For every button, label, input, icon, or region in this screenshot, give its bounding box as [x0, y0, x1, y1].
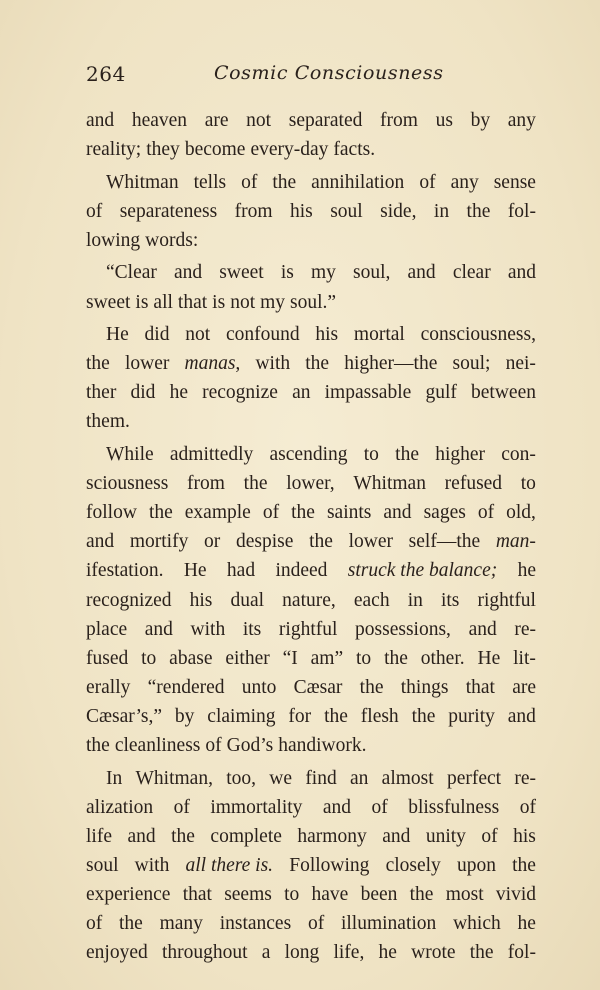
text-line — [86, 909, 536, 938]
word: recognized — [86, 589, 172, 611]
word: we — [269, 767, 293, 789]
word: ascending — [269, 444, 348, 466]
word: by — [470, 110, 491, 131]
paragraph — [86, 440, 536, 760]
word: and — [322, 796, 352, 818]
word: all — [153, 291, 173, 313]
word: handiwork. — [278, 734, 367, 756]
word: heaven — [131, 110, 188, 131]
text-line — [86, 258, 536, 287]
word: sweet — [86, 291, 131, 313]
word: separateness — [119, 200, 218, 222]
word: Following — [289, 854, 370, 876]
word: soul — [86, 854, 119, 876]
word: confound — [225, 324, 300, 346]
word: nature, — [282, 589, 336, 611]
text-line — [86, 527, 536, 556]
word: for — [288, 705, 312, 727]
word: re- — [514, 767, 536, 789]
word: with — [190, 618, 226, 640]
word: experience — [86, 883, 171, 905]
word: purity — [448, 705, 495, 727]
running-title: Cosmic Consciousness — [214, 62, 444, 84]
word: to — [363, 444, 379, 466]
word: am” — [310, 647, 344, 669]
word: Whitman — [353, 473, 426, 495]
text-line — [86, 586, 536, 615]
paragraph — [86, 258, 536, 316]
word: the — [119, 913, 143, 935]
word: lower — [124, 353, 170, 375]
word: other. — [420, 647, 465, 669]
word: are — [204, 110, 229, 131]
word: He — [106, 324, 129, 346]
word: clear — [452, 262, 491, 284]
word: he — [517, 913, 536, 935]
word: long — [284, 942, 320, 964]
word: from — [234, 200, 273, 222]
word: rightful — [477, 589, 536, 611]
text-line — [86, 556, 536, 585]
word: sense — [493, 171, 536, 193]
word: soul, — [353, 262, 391, 284]
word: separated — [288, 110, 363, 131]
word: been — [360, 883, 398, 905]
word: the — [86, 353, 110, 375]
word: them. — [86, 411, 130, 433]
text-line — [86, 378, 536, 407]
word: that — [177, 291, 208, 313]
word: to — [356, 647, 372, 669]
text-line — [86, 469, 536, 498]
word: blissfulness — [408, 796, 500, 818]
word: the — [309, 531, 333, 553]
word: from — [187, 473, 225, 495]
word: had — [226, 560, 256, 582]
word: admittedly — [169, 444, 254, 466]
word: its — [440, 589, 460, 611]
word: the — [86, 734, 110, 756]
word: my — [260, 291, 286, 313]
word: become — [184, 139, 246, 161]
text-line — [86, 407, 536, 436]
word: of — [262, 502, 280, 524]
word: of — [519, 796, 536, 818]
text-line — [86, 106, 536, 135]
word: harmony — [297, 825, 367, 847]
word: gulf — [425, 382, 457, 404]
word: not — [185, 324, 211, 346]
paragraph — [86, 168, 536, 255]
word: facts. — [333, 139, 376, 161]
word: and — [127, 825, 156, 847]
word: is — [212, 291, 226, 313]
paragraph — [86, 106, 536, 164]
word: or — [204, 531, 221, 553]
word: vivid — [495, 883, 536, 905]
word: words: — [145, 229, 199, 251]
word: is — [280, 262, 294, 284]
word: with — [134, 854, 170, 876]
word: find — [305, 767, 337, 789]
word: higher—the — [344, 353, 438, 375]
word: of — [419, 171, 436, 193]
word: man- — [495, 531, 536, 553]
word: sages — [423, 502, 466, 524]
word: lower — [348, 531, 393, 553]
word: unto — [241, 676, 277, 698]
word: illumination — [340, 913, 437, 935]
word: to — [284, 883, 300, 905]
word: indeed — [275, 560, 328, 582]
word: example — [184, 502, 251, 524]
word: are — [512, 676, 536, 698]
word: ifestation. — [86, 560, 164, 582]
text-line — [86, 673, 536, 702]
word: self—the — [408, 531, 481, 553]
word: old, — [506, 502, 536, 524]
word: they — [146, 139, 180, 161]
text-line — [86, 168, 536, 197]
word: dual — [230, 589, 265, 611]
word: re- — [514, 618, 536, 640]
word: saints — [326, 502, 372, 524]
word: he — [378, 942, 397, 964]
word: enjoyed — [86, 942, 148, 964]
word: most — [445, 883, 484, 905]
word: of — [86, 913, 103, 935]
word: in — [407, 589, 423, 611]
word: from — [380, 110, 418, 131]
text-line — [86, 288, 536, 317]
word: my — [310, 262, 336, 284]
text-line — [86, 731, 536, 760]
word: and — [86, 531, 115, 553]
word: is — [135, 291, 149, 313]
word: to — [520, 473, 536, 495]
word: He — [477, 647, 501, 669]
word: In — [106, 767, 123, 789]
word: not — [230, 291, 256, 313]
word: the — [148, 502, 173, 524]
word: and — [407, 262, 436, 284]
word: which — [453, 913, 501, 935]
word: all there is. — [185, 854, 274, 876]
page-number: 264 — [86, 62, 126, 86]
word: too, — [226, 767, 257, 789]
word: While — [106, 444, 154, 466]
text-line — [86, 226, 536, 255]
text-line — [86, 615, 536, 644]
word: side, — [380, 200, 417, 222]
word: ther — [86, 382, 117, 404]
word: refused — [444, 473, 503, 495]
word: that — [465, 676, 495, 698]
word: in — [433, 200, 450, 222]
word: fol- — [507, 200, 536, 222]
word: consciousness, — [420, 324, 536, 346]
word: unity — [425, 825, 466, 847]
word: his — [315, 324, 339, 346]
text-line — [86, 320, 536, 349]
word: the — [512, 854, 536, 876]
word: place — [86, 618, 128, 640]
word: the — [272, 171, 297, 193]
word: rightful — [278, 618, 338, 640]
word: either — [225, 647, 270, 669]
word: to — [141, 647, 157, 669]
word: lit- — [513, 647, 536, 669]
word: lower, — [286, 473, 335, 495]
word: tells — [193, 171, 227, 193]
word: soul — [330, 200, 363, 222]
word: he — [169, 382, 188, 404]
word: its — [242, 618, 262, 640]
word: nei- — [505, 353, 536, 375]
word: mortal — [353, 324, 405, 346]
word: the — [466, 200, 491, 222]
word: an — [292, 382, 311, 404]
word: the — [171, 825, 195, 847]
word: of — [371, 796, 388, 818]
word: have — [311, 883, 349, 905]
word: and — [507, 262, 536, 284]
text-line — [86, 764, 536, 793]
word: closely — [385, 854, 441, 876]
word: annihilation — [311, 171, 405, 193]
text-line — [86, 197, 536, 226]
word: every-day — [250, 139, 329, 161]
paragraph — [86, 320, 536, 436]
word: of — [481, 825, 498, 847]
word: fol- — [507, 942, 536, 964]
word: the — [384, 647, 408, 669]
word: did — [130, 382, 156, 404]
word: us — [435, 110, 453, 131]
word: impassable — [324, 382, 412, 404]
text-line — [86, 851, 536, 880]
word: He — [183, 560, 207, 582]
word: complete — [210, 825, 282, 847]
word: of — [241, 171, 258, 193]
word: lowing — [86, 229, 141, 251]
word: the — [324, 705, 348, 727]
word: the — [411, 705, 436, 727]
word: the — [409, 883, 434, 905]
word: any — [507, 110, 536, 131]
word: and — [174, 262, 203, 284]
text-line — [86, 793, 536, 822]
word: he — [517, 560, 536, 582]
word: his — [513, 825, 536, 847]
word: possessions, — [355, 618, 451, 640]
word: Whitman — [106, 171, 179, 193]
word: immortality — [210, 796, 303, 818]
word: of — [173, 796, 190, 818]
word: soul; — [452, 353, 491, 375]
text-line — [86, 938, 536, 967]
word: of — [307, 913, 325, 935]
word: Cæsar’s,” — [86, 705, 163, 727]
word: and — [144, 618, 173, 640]
word: wrote — [411, 942, 456, 964]
text-line — [86, 135, 536, 164]
word: flesh — [360, 705, 399, 727]
text-line — [86, 349, 536, 378]
word: manas, — [184, 353, 241, 375]
word: claiming — [207, 705, 276, 727]
word: of — [205, 734, 222, 756]
word: erally — [86, 676, 131, 698]
text-line — [86, 440, 536, 469]
word: his — [189, 589, 213, 611]
word: reality; — [86, 139, 142, 161]
word: cleanliness — [114, 734, 201, 756]
text-line — [86, 880, 536, 909]
word: throughout — [161, 942, 248, 964]
word: sweet — [219, 262, 264, 284]
word: the — [305, 353, 330, 375]
word: mortify — [129, 531, 189, 553]
word: of — [86, 200, 103, 222]
word: Whitman, — [135, 767, 213, 789]
text-line — [86, 822, 536, 851]
word: his — [289, 200, 313, 222]
word: a — [261, 942, 271, 964]
text-line — [86, 702, 536, 731]
word: perfect — [446, 767, 502, 789]
word: that — [182, 883, 212, 905]
word: the — [291, 502, 315, 524]
word: the — [243, 473, 268, 495]
word: and — [468, 618, 497, 640]
word: struck the balance; — [347, 560, 498, 582]
word: and — [383, 502, 412, 524]
body-text — [86, 106, 536, 967]
word: soul.” — [290, 291, 337, 313]
text-line — [86, 498, 536, 527]
word: life, — [333, 942, 365, 964]
word: the — [359, 676, 384, 698]
word: each — [353, 589, 390, 611]
word: recognize — [202, 382, 278, 404]
word: Cæsar — [293, 676, 343, 698]
word: alization — [86, 796, 154, 818]
word: and — [507, 705, 536, 727]
word: sciousness — [86, 473, 169, 495]
word: of — [477, 502, 495, 524]
word: “rendered — [147, 676, 225, 698]
word: abase — [169, 647, 213, 669]
word: an — [350, 767, 369, 789]
word: God’s — [226, 734, 274, 756]
word: and — [382, 825, 411, 847]
word: did — [144, 324, 170, 346]
word: fused — [86, 647, 129, 669]
word: life — [86, 825, 112, 847]
page-header — [86, 62, 526, 94]
word: many — [159, 913, 203, 935]
word: any — [450, 171, 479, 193]
word: the — [395, 444, 419, 466]
word: the — [469, 942, 494, 964]
word: instances — [219, 913, 292, 935]
paragraph — [86, 764, 536, 968]
word: “I — [282, 647, 298, 669]
word: upon — [456, 854, 496, 876]
word: seems — [224, 883, 272, 905]
word: despise — [235, 531, 294, 553]
word: con- — [501, 444, 536, 466]
word: almost — [381, 767, 434, 789]
word: things — [400, 676, 449, 698]
word: and — [86, 110, 115, 131]
word: by — [174, 705, 195, 727]
word: follow — [86, 502, 137, 524]
word: between — [471, 382, 536, 404]
word: higher — [435, 444, 486, 466]
text-line — [86, 644, 536, 673]
word: with — [255, 353, 291, 375]
word: “Clear — [106, 262, 157, 284]
word: not — [246, 110, 272, 131]
